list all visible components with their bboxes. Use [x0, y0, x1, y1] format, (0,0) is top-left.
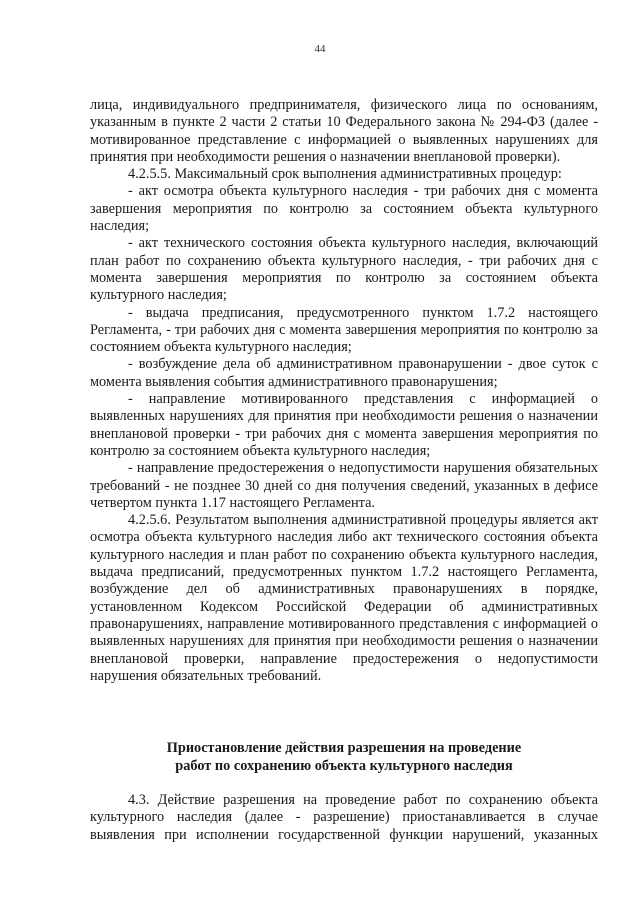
list-item-prescription: - выдача предписания, предусмотренного пунктом 1.7.2 настоящего Регламента, - три рабочих дня с момента завершения мероприятия по контролю за состоянием объекта культурного наследия; [90, 304, 598, 356]
section-heading [90, 739, 598, 775]
page-number: 44 [314, 43, 326, 55]
paragraph-4-2-5-6: 4.2.5.6. Результатом выполнения административной процедуры является акт осмотра объекта культурного наследия либо акт технического состояния объекта культурного наследия и план работ по сохранению объекта культурного наследия, выдача предписаний, предусмотренных пунктом 1.7.2 настоящего Регламента, возбуждение дел об административных правонарушениях в порядке, установленном Кодексом Российской Федерации об административных правонарушениях, направление мотивированного представления с информацией о выявленных нарушениях для принятия при необходимости решения о назначении внеплановой проверки, направление предостережения о недопустимости нарушения обязательных требований. [90, 512, 598, 684]
section-heading-line-1: Приостановление действия разрешения на проведение [166, 740, 522, 756]
list-item-motivated-representation: - направление мотивированного представления с информацией о выявленных нарушениях для принятия при необходимости решения о назначении внеплановой проверки - три рабочих дня с момента завершения мероприятия по контролю за состоянием объекта культурного наследия; [90, 391, 598, 459]
paragraph-continuation: лица, индивидуального предпринимателя, физического лица по основаниям, указанным в пункте 2 части 2 статьи 10 Федерального закона № 294-ФЗ (далее - мотивированное представление с информацией о выявленных нарушениях для принятия при необходимости решения о назначении внеплановой проверки). [90, 97, 598, 165]
section-heading-line-2: работ по сохранению объекта культурного наследия [175, 758, 513, 774]
list-item-offence-case: - возбуждение дела об административном правонарушении - двое суток с момента выявления события административного правонарушения; [90, 356, 598, 390]
list-item-technical-state-act: - акт технического состояния объекта культурного наследия, включающий план работ по сохранению объекта культурного наследия, - три рабочих дня с момента завершения мероприятия по контролю за состоянием объекта культурного наследия; [90, 235, 598, 304]
list-item-warning: - направление предостережения о недопустимости нарушения обязательных требований - не позднее 30 дней со дня получения сведений, указанных в дефисе четвертом пункта 1.17 настоящего Регламента. [90, 460, 598, 511]
body-text [90, 97, 598, 685]
paragraph-4-3: 4.3. Действие разрешения на проведение работ по сохранению объекта культурного наследия (далее - разрешение) приостанавливается в случае выявления при исполнении государственной функции нарушений, указанных [90, 792, 598, 843]
tail-text [90, 792, 598, 844]
paragraph-4-2-5-5: 4.2.5.5. Максимальный срок выполнения административных процедур: [128, 166, 562, 183]
list-item-inspection-act: - акт осмотра объекта культурного наследия - три рабочих дня с момента завершения мероприятия по контролю за состоянием объекта культурного наследия; [90, 183, 598, 235]
